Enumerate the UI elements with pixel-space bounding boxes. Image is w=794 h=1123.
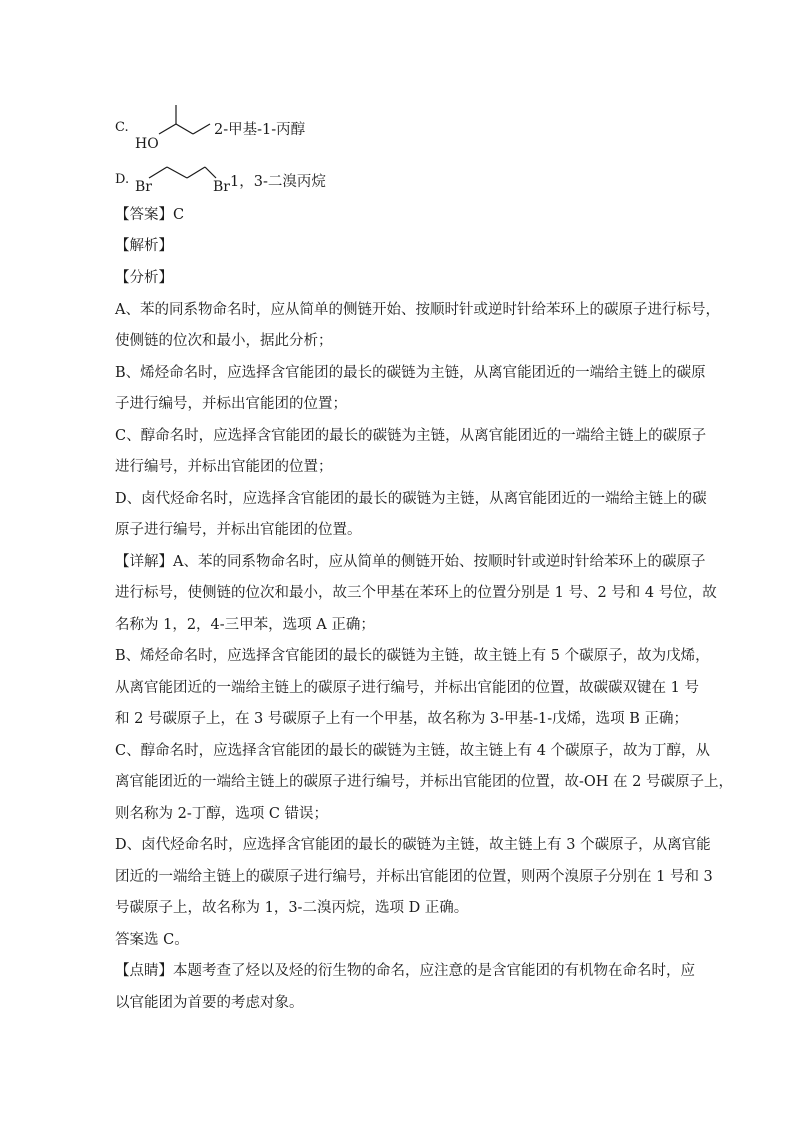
text-line: 离官能团近的一端给主链上的碳原子进行编号，并标出官能团的位置，故-OH 在 2 号碳原子上， xyxy=(115,774,733,790)
option-d-letter: D. xyxy=(115,172,130,187)
detail-line: 【详解】A、苯的同系物命名时，应从简单的侧链开始、按顺时针或逆时针给苯环上的碳原子 xyxy=(115,554,706,570)
text-line: C、醇命名时，应选择含官能团的最长的碳链为主链，故主链上有 4 个碳原子，故为丁醇，从 xyxy=(115,743,711,759)
comment-line: 【点睛】本题考查了烃以及烃的衍生物的命名，应注意的是含官能团的有机物在命名时，应 xyxy=(115,963,695,979)
text-line: 名称为 1，2，4-三甲苯，选项 A 正确； xyxy=(115,617,375,633)
text-line: B、烯烃命名时，应选择含官能团的最长的碳链为主链，从离官能团近的一端给主链上的碳原 xyxy=(115,365,706,381)
final-answer: 答案选 C。 xyxy=(115,932,189,948)
analysis-heading: 【解析】 xyxy=(115,238,173,254)
option-c-name: 2-甲基-1-丙醇 xyxy=(214,122,306,138)
text-line: 则名称为 2-丁醇，选项 C 错误； xyxy=(115,806,329,822)
option-c-structure xyxy=(130,100,220,156)
atom-label-br-left: Br xyxy=(135,179,152,195)
text-line: 从离官能团近的一端给主链上的碳原子进行编号，并标出官能团的位置，故碳碳双键在 1 号 xyxy=(115,680,699,696)
text-line: 使侧链的位次和最小，据此分析； xyxy=(115,333,333,349)
option-d-name: 1，3-二溴丙烷 xyxy=(230,174,326,190)
text-line: 团近的一端给主链上的碳原子进行编号，并标出官能团的位置，则两个溴原子分别在 1 号和 3 xyxy=(115,869,713,885)
option-d-structure xyxy=(130,160,230,196)
text-line: 号碳原子上，故名称为 1，3-二溴丙烷，选项 D 正确。 xyxy=(115,900,469,916)
atom-label-br-right: Br xyxy=(213,179,230,195)
text-line: 和 2 号碳原子上，在 3 号碳原子上有一个甲基，故名称为 3-甲基-1-戊烯，选项 B 正确； xyxy=(115,711,689,727)
text-line: 进行标号，使侧链的位次和最小，故三个甲基在苯环上的位置分别是 1 号、2 号和 4 号位，故 xyxy=(115,585,717,601)
text-line: 进行编号，并标出官能团的位置； xyxy=(115,459,333,475)
text-line: A、苯的同系物命名时，应从简单的侧链开始、按顺时针或逆时针给苯环上的碳原子进行标号， xyxy=(115,302,720,318)
comment-line: 以官能团为首要的考虑对象。 xyxy=(115,995,304,1011)
text-line: C、醇命名时，应选择含官能团的最长的碳链为主链，从离官能团近的一端给主链上的碳原子 xyxy=(115,428,707,444)
text-line: B、烯烃命名时，应选择含官能团的最长的碳链为主链，故主链上有 5 个碳原子，故为戊烯， xyxy=(115,648,710,664)
text-line: 子进行编号，并标出官能团的位置； xyxy=(115,396,347,412)
analysis-subheading: 【分析】 xyxy=(115,270,173,286)
atom-label-oh: HO xyxy=(135,136,159,152)
text-line: D、卤代烃命名时，应选择含官能团的最长的碳链为主链，从离官能团近的一端给主链上的碳 xyxy=(115,491,707,507)
option-c-letter: C. xyxy=(115,120,129,135)
answer-line: 【答案】C xyxy=(115,207,185,223)
text-line: 原子进行编号，并标出官能团的位置。 xyxy=(115,522,362,538)
text-line: D、卤代烃命名时，应选择含官能团的最长的碳链为主链，故主链上有 3 个碳原子，从离官能 xyxy=(115,837,711,853)
